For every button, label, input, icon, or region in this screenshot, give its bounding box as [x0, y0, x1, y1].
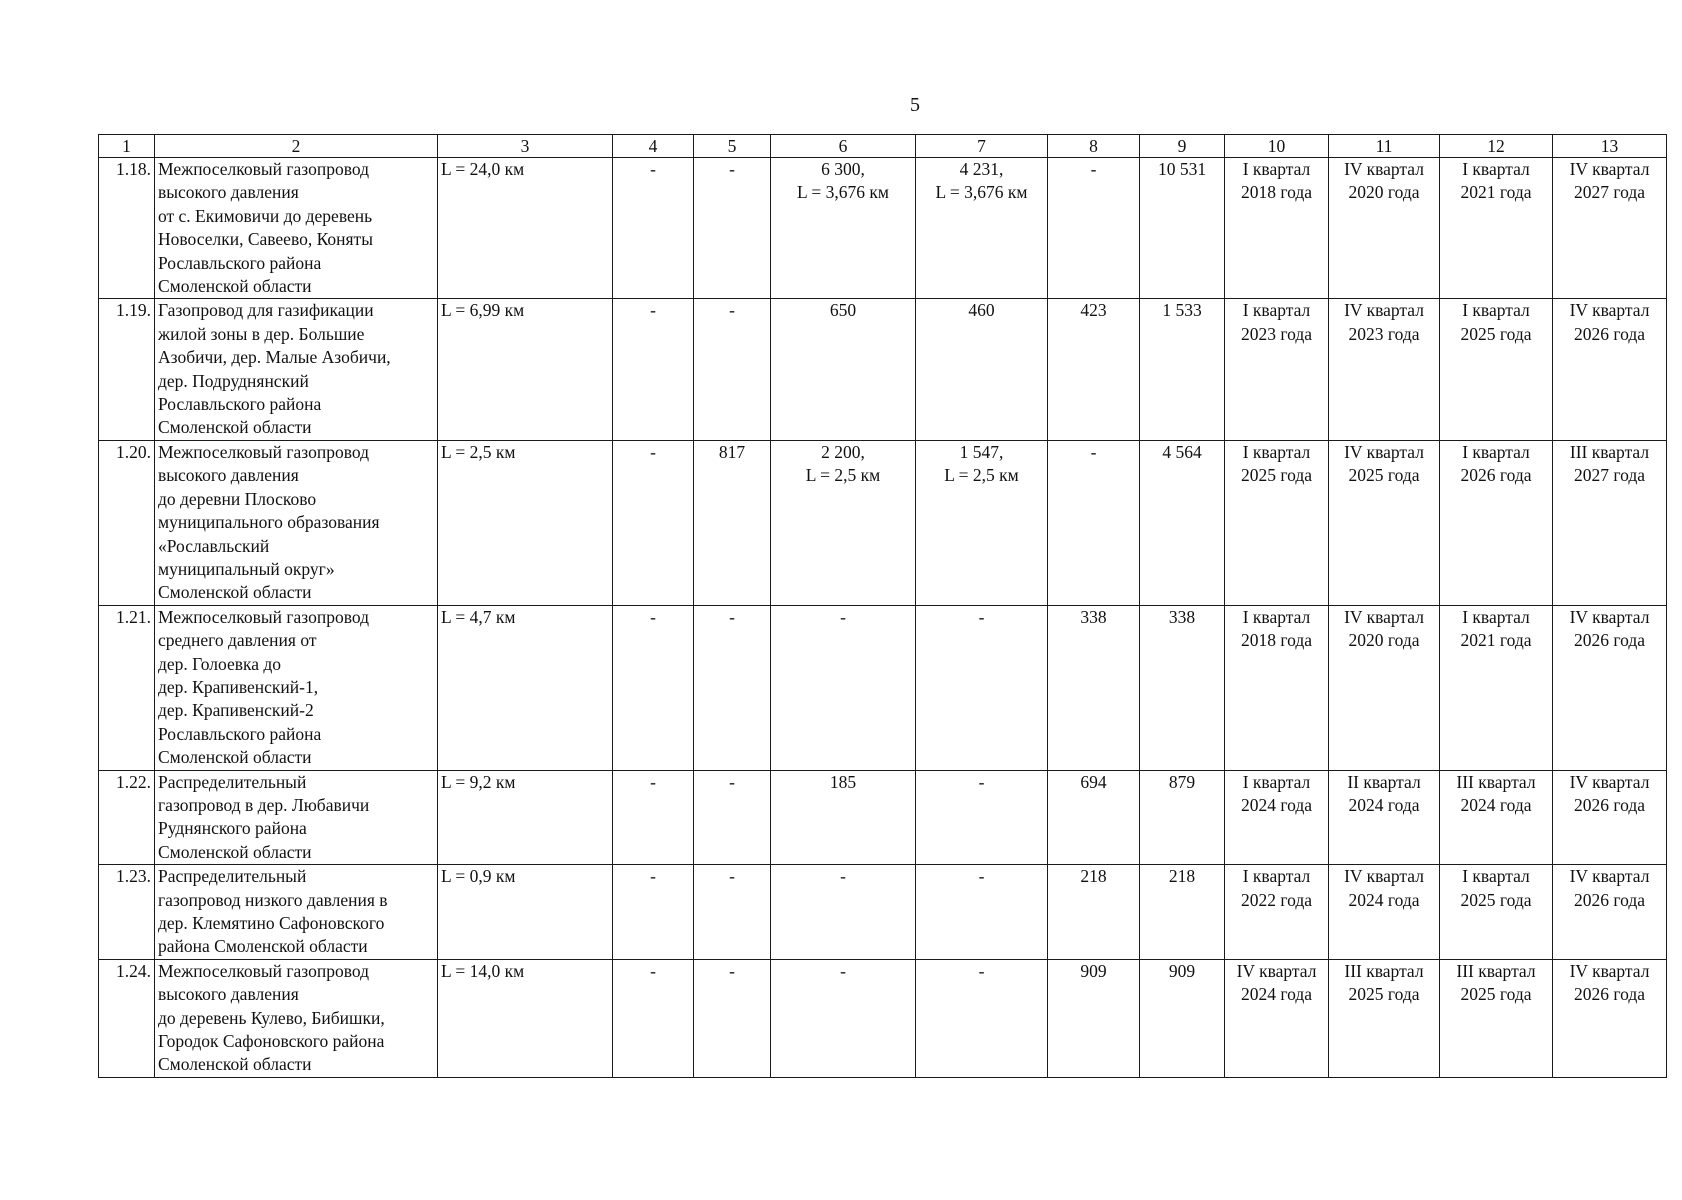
object-name-cell	[155, 440, 438, 605]
col7-cell	[916, 959, 1048, 1077]
period-line: III квартал	[1344, 960, 1424, 981]
col8-cell: 338	[1048, 605, 1140, 770]
col6-line: -	[840, 606, 846, 627]
col7-cell	[916, 865, 1048, 960]
col6-line: -	[840, 866, 846, 887]
page-number: 5	[910, 94, 920, 116]
object-name-line: Газопровод для газификации	[158, 300, 374, 321]
object-name-line: газопровод низкого давления в	[158, 889, 388, 910]
object-name-cell	[155, 959, 438, 1077]
col7-cell	[916, 158, 1048, 299]
object-name-line: дер. Крапивенский-1,	[158, 676, 319, 697]
period-line: IV квартал	[1569, 159, 1650, 179]
object-name-line: Руднянского района	[158, 818, 307, 839]
period-cell-13	[1553, 605, 1667, 770]
period-line: I квартал	[1242, 300, 1311, 321]
object-name-line: Смоленской области	[158, 417, 312, 438]
period-cell-10	[1225, 299, 1329, 440]
period-line: III квартал	[1456, 771, 1536, 792]
column-number: 12	[1440, 135, 1553, 158]
col4-cell: -	[613, 440, 694, 605]
period-line: 2023 года	[1240, 323, 1313, 344]
object-name-line: Смоленской области	[158, 841, 312, 862]
object-name-line: Рославльского района	[158, 394, 322, 415]
table-row	[99, 959, 1667, 1077]
column-number: 2	[155, 135, 438, 158]
col5-cell: -	[694, 299, 771, 440]
length-cell: L = 0,9 км	[438, 865, 613, 960]
period-line: 2026 года	[1573, 889, 1646, 910]
object-name-line: Смоленской области	[158, 276, 312, 297]
period-cell-10	[1225, 440, 1329, 605]
period-cell-12	[1440, 865, 1553, 960]
col4-cell: -	[613, 299, 694, 440]
period-line: 2018 года	[1240, 182, 1313, 203]
length-cell: L = 24,0 км	[438, 158, 613, 299]
object-name-line: «Рославльский	[158, 535, 270, 556]
col6-line: 6 300,	[821, 159, 865, 179]
col7-cell	[916, 299, 1048, 440]
column-number: 3	[438, 135, 613, 158]
col8-cell: 218	[1048, 865, 1140, 960]
object-name-cell	[155, 770, 438, 865]
col6-cell	[771, 605, 916, 770]
object-name-line: дер. Крапивенский-2	[158, 700, 314, 721]
col6-line: -	[840, 960, 846, 981]
col7-line: -	[978, 606, 985, 627]
object-name-line: Смоленской области	[158, 1054, 312, 1075]
period-line: 2024 года	[1460, 794, 1532, 815]
item-number-cell: 1.18.	[99, 158, 155, 299]
col8-cell: 909	[1048, 959, 1140, 1077]
period-cell-13	[1553, 299, 1667, 440]
object-name-line: дер. Клемятино Сафоновского	[158, 913, 385, 933]
period-cell-10	[1225, 959, 1329, 1077]
period-line: 2026 года	[1573, 323, 1646, 344]
object-name-line: Рославльского района	[158, 723, 322, 744]
col4-cell: -	[613, 959, 694, 1077]
object-name-line: Межпоселковый газопровод	[158, 441, 370, 462]
column-number: 7	[916, 135, 1048, 158]
object-name-line: высокого давления	[158, 465, 299, 486]
length-cell: L = 9,2 км	[438, 770, 613, 865]
period-line: 2025 года	[1460, 323, 1532, 344]
object-name-line: Смоленской области	[158, 582, 312, 603]
period-cell-13	[1553, 959, 1667, 1077]
col8-cell: 694	[1048, 770, 1140, 865]
period-line: 2024 года	[1348, 794, 1420, 815]
table-row	[99, 865, 1667, 960]
col5-cell: -	[694, 605, 771, 770]
period-line: 2020 года	[1348, 182, 1420, 203]
col5-cell: -	[694, 959, 771, 1077]
col8-cell: -	[1048, 158, 1140, 299]
period-line: IV квартал	[1569, 960, 1650, 981]
column-number: 5	[694, 135, 771, 158]
period-line: II квартал	[1347, 771, 1421, 792]
period-line: 2025 года	[1348, 984, 1420, 1005]
period-line: 2018 года	[1240, 630, 1313, 651]
col7-line: -	[978, 771, 985, 792]
item-number-cell: 1.20.	[99, 440, 155, 605]
period-line: IV квартал	[1344, 441, 1424, 462]
item-number-cell: 1.19.	[99, 299, 155, 440]
col8-cell: 423	[1048, 299, 1140, 440]
period-line: 2024 года	[1348, 889, 1420, 910]
object-name-line: Межпоселковый газопровод	[158, 159, 370, 179]
column-number: 8	[1048, 135, 1140, 158]
object-name-line: района Смоленской области	[158, 936, 368, 957]
col6-line: 650	[829, 300, 857, 321]
period-line: 2024 года	[1240, 794, 1313, 815]
col6-cell	[771, 770, 916, 865]
object-name-line: среднего давления от	[158, 630, 317, 651]
period-line: IV квартал	[1344, 866, 1424, 887]
object-name-line: Распределительный	[158, 771, 307, 792]
period-line: I квартал	[1462, 159, 1530, 179]
object-name-line: высокого давления	[158, 984, 299, 1005]
period-line: 2027 года	[1573, 465, 1646, 486]
object-name-line: от с. Екимовичи до деревень	[158, 205, 373, 226]
period-line: IV квартал	[1569, 866, 1650, 887]
object-name-line: Смоленской области	[158, 747, 312, 768]
object-name-line: Азобичи, дер. Малые Азобичи,	[158, 347, 391, 368]
period-line: 2020 года	[1348, 630, 1420, 651]
column-number: 4	[613, 135, 694, 158]
table-row	[99, 770, 1667, 865]
period-line: I квартал	[1242, 606, 1311, 627]
column-number: 13	[1553, 135, 1667, 158]
period-cell-13	[1553, 440, 1667, 605]
period-cell-13	[1553, 865, 1667, 960]
period-cell-11	[1329, 605, 1440, 770]
length-cell: L = 4,7 км	[438, 605, 613, 770]
column-number: 11	[1329, 135, 1440, 158]
col7-line: -	[978, 960, 985, 981]
object-name-line: до деревни Плосково	[158, 488, 317, 509]
table-row	[99, 299, 1667, 440]
period-line: I квартал	[1242, 771, 1311, 792]
column-number: 6	[771, 135, 916, 158]
period-line: 2021 года	[1460, 630, 1532, 651]
column-number: 1	[99, 135, 155, 158]
col6-cell	[771, 158, 916, 299]
period-cell-13	[1553, 770, 1667, 865]
period-line: IV квартал	[1344, 606, 1424, 627]
gas-pipeline-table	[98, 134, 1667, 1078]
col9-total-cell: 10 531	[1140, 158, 1225, 299]
col7-cell	[916, 770, 1048, 865]
col6-line: L = 3,676 км	[797, 182, 889, 203]
period-cell-10	[1225, 865, 1329, 960]
item-number-cell: 1.21.	[99, 605, 155, 770]
object-name-line: Новоселки, Савеево, Коняты	[158, 229, 373, 250]
object-name-line: Межпоселковый газопровод	[158, 960, 370, 981]
table-row	[99, 158, 1667, 299]
col7-line: -	[978, 866, 985, 887]
column-number-row	[99, 135, 1667, 158]
col9-total-cell: 338	[1140, 605, 1225, 770]
item-number-cell: 1.23.	[99, 865, 155, 960]
object-name-line: Городок Сафоновского района	[158, 1031, 385, 1052]
period-cell-10	[1225, 770, 1329, 865]
period-line: 2026 года	[1573, 794, 1646, 815]
period-cell-13	[1553, 158, 1667, 299]
period-line: I квартал	[1242, 159, 1311, 179]
table-row	[99, 440, 1667, 605]
column-number: 10	[1225, 135, 1329, 158]
period-line: I квартал	[1242, 866, 1311, 887]
col7-line: 4 231,	[959, 159, 1004, 179]
object-name-line: до деревень Кулево, Бибишки,	[158, 1007, 385, 1028]
object-name-line: дер. Голоевка до	[158, 653, 282, 674]
period-line: IV квартал	[1344, 159, 1424, 179]
period-cell-12	[1440, 299, 1553, 440]
object-name-line: муниципального образования	[158, 512, 380, 533]
col5-cell: -	[694, 865, 771, 960]
object-name-line: Распределительный	[158, 866, 307, 887]
period-line: 2026 года	[1573, 984, 1646, 1005]
col7-line: 460	[968, 300, 995, 321]
period-line: IV квартал	[1236, 960, 1317, 981]
col7-line: 1 547,	[959, 441, 1004, 462]
col5-cell: -	[694, 158, 771, 299]
period-cell-12	[1440, 158, 1553, 299]
col8-cell: -	[1048, 440, 1140, 605]
period-line: IV квартал	[1569, 606, 1650, 627]
period-line: I квартал	[1462, 866, 1530, 887]
object-name-line: жилой зоны в дер. Большие	[158, 323, 365, 344]
col6-cell	[771, 959, 916, 1077]
object-name-line: Рославльского района	[158, 252, 322, 273]
period-cell-10	[1225, 158, 1329, 299]
period-line: 2027 года	[1573, 182, 1646, 203]
period-cell-11	[1329, 299, 1440, 440]
object-name-line: Межпоселковый газопровод	[158, 606, 370, 627]
period-line: I квартал	[1462, 300, 1530, 321]
col6-line: 185	[829, 771, 857, 792]
col6-cell	[771, 865, 916, 960]
period-cell-12	[1440, 770, 1553, 865]
period-line: 2023 года	[1348, 323, 1420, 344]
col7-cell	[916, 440, 1048, 605]
column-number: 9	[1140, 135, 1225, 158]
item-number-cell: 1.24.	[99, 959, 155, 1077]
period-line: I квартал	[1462, 606, 1530, 627]
period-line: III квартал	[1456, 960, 1536, 981]
period-cell-12	[1440, 440, 1553, 605]
col4-cell: -	[613, 605, 694, 770]
period-cell-11	[1329, 959, 1440, 1077]
col5-cell: -	[694, 770, 771, 865]
object-name-line: муниципальный округ»	[158, 558, 335, 579]
period-line: 2025 года	[1240, 465, 1313, 486]
col4-cell: -	[613, 158, 694, 299]
col5-cell: 817	[694, 440, 771, 605]
period-cell-11	[1329, 158, 1440, 299]
object-name-cell	[155, 865, 438, 960]
period-cell-12	[1440, 605, 1553, 770]
period-cell-12	[1440, 959, 1553, 1077]
col6-line: 2 200,	[821, 441, 865, 462]
col4-cell: -	[613, 865, 694, 960]
period-line: IV квартал	[1344, 300, 1424, 321]
period-cell-10	[1225, 605, 1329, 770]
col4-cell: -	[613, 770, 694, 865]
col7-line: L = 2,5 км	[944, 465, 1019, 486]
period-line: 2022 года	[1240, 889, 1313, 910]
object-name-cell	[155, 158, 438, 299]
period-line: 2025 года	[1460, 889, 1532, 910]
period-line: 2026 года	[1573, 630, 1646, 651]
length-cell: L = 6,99 км	[438, 299, 613, 440]
period-line: I квартал	[1242, 441, 1311, 462]
length-cell: L = 2,5 км	[438, 440, 613, 605]
object-name-cell	[155, 299, 438, 440]
object-name-line: дер. Подруднянский	[158, 370, 309, 391]
period-line: I квартал	[1462, 441, 1530, 462]
col6-line: L = 2,5 км	[805, 465, 881, 486]
period-cell-11	[1329, 440, 1440, 605]
period-line: IV квартал	[1569, 300, 1650, 321]
period-line: III квартал	[1569, 441, 1650, 462]
length-cell: L = 14,0 км	[438, 959, 613, 1077]
col7-cell	[916, 605, 1048, 770]
period-line: IV квартал	[1569, 771, 1650, 792]
period-line: 2026 года	[1460, 465, 1532, 486]
col9-total-cell: 909	[1140, 959, 1225, 1077]
object-name-line: газопровод в дер. Любавичи	[158, 794, 370, 815]
col9-total-cell: 1 533	[1140, 299, 1225, 440]
col9-total-cell: 218	[1140, 865, 1225, 960]
period-line: 2025 года	[1348, 465, 1420, 486]
period-cell-11	[1329, 865, 1440, 960]
period-line: 2021 года	[1460, 182, 1532, 203]
col6-cell	[771, 440, 916, 605]
col6-cell	[771, 299, 916, 440]
table-row	[99, 605, 1667, 770]
col9-total-cell: 4 564	[1140, 440, 1225, 605]
period-cell-11	[1329, 770, 1440, 865]
object-name-cell	[155, 605, 438, 770]
period-line: 2025 года	[1460, 984, 1532, 1005]
period-line: 2024 года	[1240, 984, 1313, 1005]
col9-total-cell: 879	[1140, 770, 1225, 865]
object-name-line: высокого давления	[158, 182, 299, 203]
item-number-cell: 1.22.	[99, 770, 155, 865]
col7-line: L = 3,676 км	[935, 182, 1028, 203]
